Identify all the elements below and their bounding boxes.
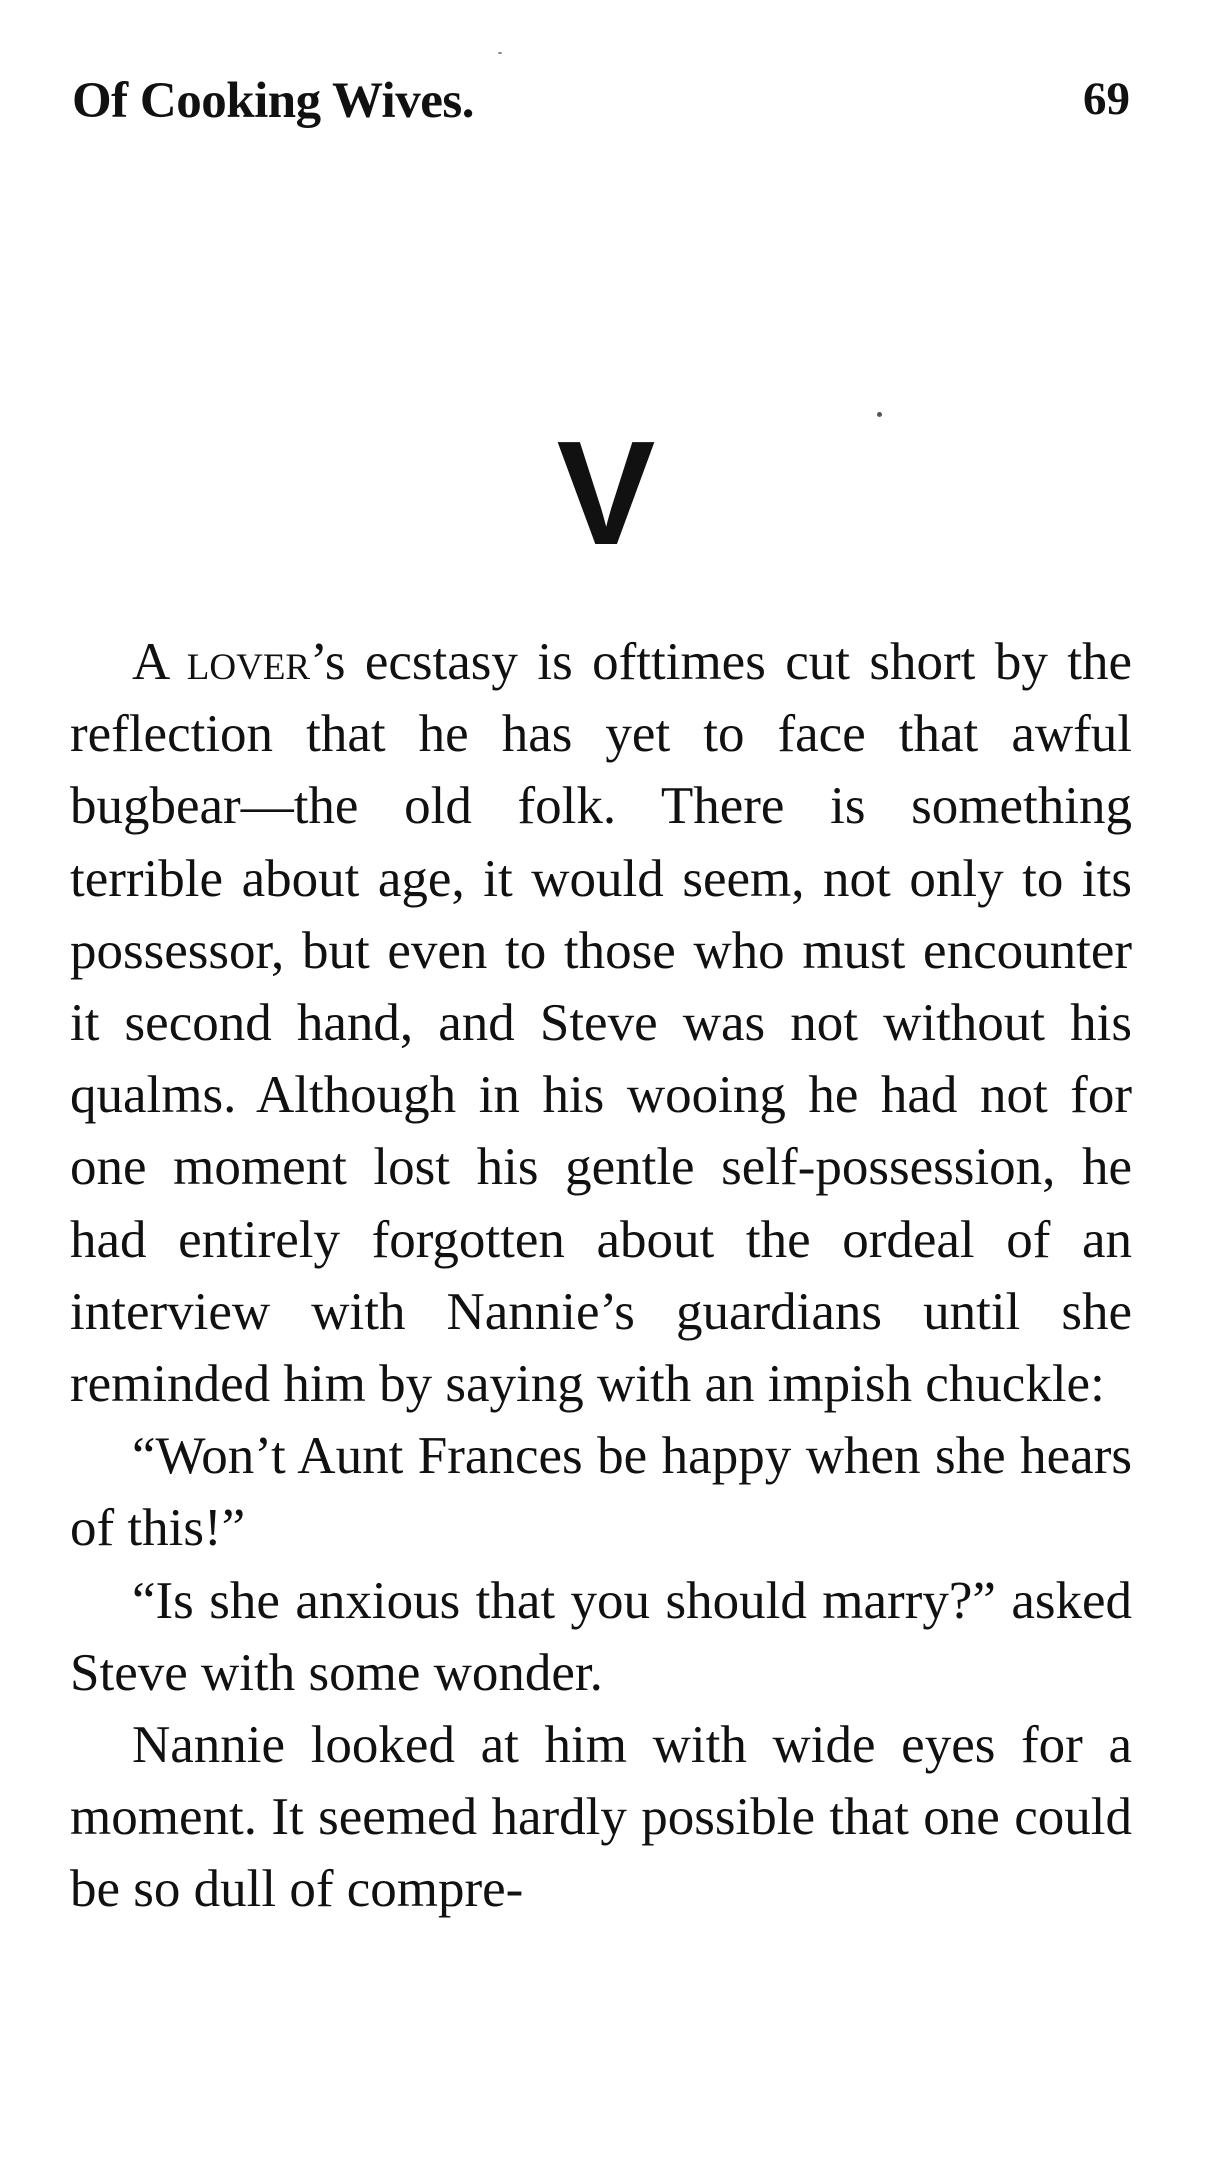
paragraph-text: ’s ecstasy is ofttimes cut short by the reflection that he has yet to face that awful bugbear—the old folk. There is something terrible about age, it would seem, not only to its possessor, but even to those who must encounter it second hand, and Steve was not without his qualms. Although in his wooing he had not for one moment lost his gentle self-possession, he had entirely forgotten about the ordeal of an interview with Nannie’s guardians until she reminded him by saying with an impish chuckle: xyxy=(70,633,1132,1414)
page-number: 69 xyxy=(1083,73,1130,125)
body-text xyxy=(70,626,1132,1926)
scan-speck xyxy=(498,52,502,54)
paragraph: “Is she anxious that you should marry?” asked Steve with some wonder. xyxy=(70,1571,1132,1702)
paragraph xyxy=(70,626,1132,1420)
paragraph: Nannie looked at him with wide eyes for a moment. It seemed hardly possible that one could be so dull of compre- xyxy=(70,1716,1132,1919)
paragraph: “Won’t Aunt Frances be happy when she hears of this!” xyxy=(70,1427,1132,1558)
running-head xyxy=(72,72,1130,142)
running-title: Of Cooking Wives. xyxy=(72,73,474,129)
scan-speck xyxy=(877,412,882,417)
chapter-heading: V xyxy=(556,411,656,576)
paragraph-lead-smallcaps: lover xyxy=(186,633,311,691)
paragraph-lead: A xyxy=(132,633,187,691)
